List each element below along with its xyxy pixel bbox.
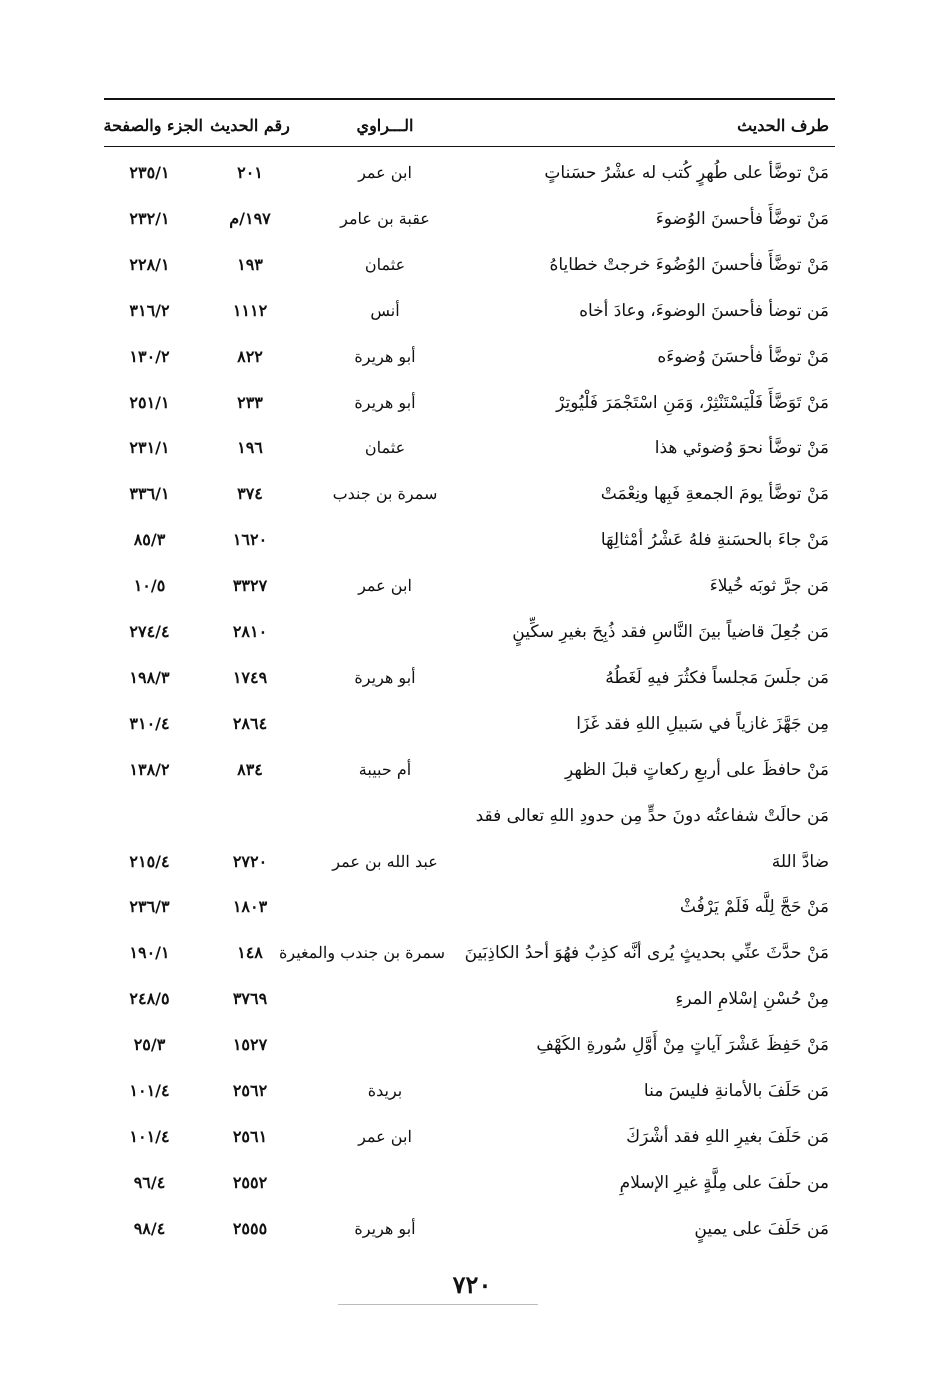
table-row [104,247,835,283]
narrator [325,1027,445,1063]
hadith-number: ٢٥٥٥ [232,1218,268,1238]
volume-page: ٢٢٨/١ [129,254,170,274]
hadith-number: ١١١٢ [232,300,268,320]
hadith-number: ٢٧٢٠ [232,851,268,871]
narrator: أم حبيبة [358,759,412,779]
table-row [104,1165,835,1201]
hadith-text: مَن حَلَفَ على يمينٍ [694,1218,829,1239]
hadith-number: ١٥٢٧ [232,1035,268,1055]
hadith-text: مَن حَلَفَ بالأمانةِ فليسَ منا [643,1081,829,1101]
volume-page [104,798,195,834]
bottom-rule [338,1304,538,1305]
hadith-number: ٣٣٢٧ [232,576,268,596]
volume-page: ١٣٠/٢ [129,346,170,366]
narrator [325,889,445,925]
top-rule [104,98,835,100]
table-row [104,522,835,558]
hadith-number: ٨٢٢ [237,346,263,366]
narrator: أبو هريرة [354,667,416,687]
hadith-text: مِن جَهَّزَ غازياً في سَبيلِ اللهِ فقد غَزَا [576,713,829,734]
hadith-number: ٨٣٤ [237,759,263,779]
hadith-text: مَن جُعِلَ قاضياً بينَ النَّاسِ فقد ذُبِحَ بغيرِ سكِّينٍ [512,622,829,642]
table-row [104,844,835,880]
hadith-number: ٢٥٥٢ [232,1172,268,1192]
hadith-number: ٢٨١٠ [232,622,268,641]
hadith-text: مَنْ توضَّأَ فأحسنَ الوُضُوءَ خرجتْ خطاياهُ [549,254,829,275]
volume-page: ٢٥١/١ [129,392,170,412]
hadith-text: مَن توضأ فأحسنَ الوضوءَ، وعادَ أخاه [579,300,829,321]
table-row [104,1119,835,1155]
volume-page: ٢٣١/١ [129,438,170,458]
volume-page: ١٠١/٤ [129,1126,170,1146]
volume-page: ٣١٠/٤ [129,713,170,733]
table-row [104,935,835,971]
narrator: عقبة بن عامر [340,208,430,228]
volume-page: ١٠/٥ [133,576,166,596]
volume-page: ٩٦/٤ [133,1172,166,1192]
table-row [104,660,835,696]
volume-page: ٢١٥/٤ [129,851,170,871]
table-row [104,201,835,237]
hadith-number: ٣٧٦٩ [232,989,268,1009]
volume-page: ١٣٨/٢ [129,759,170,779]
table-row [104,981,835,1017]
hadith-text: مَنْ حَفِظَ عَشْرَ آياتٍ مِنْ أَوَّلِ سُورةِ الكَهْفِ [536,1035,829,1056]
narrator: أنس [370,300,400,320]
hadith-text: مَنْ تَوَضَّأَ فَلْيَسْتَنْثِرْ، وَمَنِ اسْتَجْمَرَ فَلْيُوتِرْ [556,392,829,413]
hadith-number: ١٧٤٩ [232,667,268,687]
volume-page: ٨٥/٣ [133,530,166,550]
table-header [104,108,835,144]
hadith-text: مِنْ حُسْنِ إسْلامِ المرءِ [675,989,829,1010]
volume-page: ٢٣٢/١ [129,208,170,228]
narrator [325,614,445,650]
volume-page: ٢٣٥/١ [129,163,170,182]
narrator: أبو هريرة [354,346,416,366]
hadith-text: مَنْ توضَّأ على طُهرٍ كُتب له عشْرُ حسَناتٍ [544,163,829,183]
hadith-number: ١٦٢٠ [232,530,268,550]
volume-page: ٣١٦/٢ [129,300,170,320]
hadith-number: ١٤٨ [237,943,263,963]
narrator [325,1165,445,1201]
hadith-number: ١٩٣ [237,254,263,274]
narrator: ابن عمر [358,1126,412,1146]
hadith-number: ٢٣٣ [237,392,263,412]
hadith-text: مَن جرَّ ثوبَه خُيلاءَ [709,576,829,597]
header-volume-page: الجزء والصفحة [103,116,203,135]
narrator [325,706,445,742]
volume-page: ١٠١/٤ [129,1081,170,1100]
narrator: بريدة [367,1081,403,1100]
narrator: عبد الله بن عمر [332,851,438,871]
hadith-number: ٢٥٦١ [232,1126,268,1146]
page-number: ٧٢٠ [452,1270,492,1299]
table-row [104,752,835,788]
hadith-text: مَنْ حَجَّ لِلَّه فَلَمْ يَرْفُثْ [679,897,829,918]
hadith-text: مَنْ توضَّأ نحوَ وُضوئي هذا [654,438,829,459]
hadith-text: مَنْ توضَّأ فأحسَنَ وُضوءَه [657,346,829,367]
table-row [104,430,835,466]
hadith-number: ١٨٠٣ [232,897,268,917]
hadith-text: مَنْ حدَّثَ عنِّي بحديثٍ يُرى أنَّه كذِبٌ فهُوَ أحدُ الكاذِبَينَ [464,943,829,964]
hadith-text: ضادَّ اللهَ [771,851,829,872]
narrator [325,522,445,558]
hadith-text: مَنْ توضَّأ يومَ الجمعةِ فَبِها ونِعْمَتْ [600,484,829,505]
narrator: ابن عمر [358,163,412,182]
narrator: عثمان [364,254,406,274]
table-row [104,293,835,329]
hadith-number: ١٩٦ [237,438,263,458]
table-row [104,476,835,512]
hadith-text: مَنْ جاءَ بالحسَنةِ فلهُ عَشْرُ أمْثالِهَا [600,530,829,551]
hadith-text: مَنْ توضَّأَ فأحسنَ الوُضوءَ [655,208,829,229]
narrator: سمرة بن جندب [332,484,438,504]
volume-page: ٩٨/٤ [133,1218,166,1238]
table-row [104,385,835,421]
hadith-number: ٣٧٤ [237,484,263,504]
volume-page: ٢٤٨/٥ [129,989,170,1009]
header-narrator: الـــراوي [356,116,414,135]
narrator: عثمان [364,438,406,458]
table-row [104,155,835,191]
table-row [104,568,835,604]
hadith-number [205,798,295,834]
volume-page: ٢٧٤/٤ [129,622,170,641]
hadith-text: مَن حَلَفَ بغيرِ اللهِ فقد أشْرَكَ [626,1126,829,1147]
volume-page: ١٩٨/٣ [129,667,170,687]
hadith-number: ٢٥٦٢ [232,1081,268,1100]
header-hadith-number: رقم الحديث [210,116,290,135]
hadith-text: مَنْ حافظَ على أربعِ ركعاتٍ قبلَ الظهرِ [565,759,829,780]
volume-page: ٢٣٦/٣ [129,897,170,917]
narrator [325,981,445,1017]
narrator: أبو هريرة [354,392,416,412]
table-row [104,1073,835,1109]
header-rule [104,146,835,147]
hadith-number: ١٩٧/م [229,208,271,228]
table-row [104,706,835,742]
volume-page: ٢٥/٣ [133,1035,166,1055]
volume-page: ٣٣٦/١ [129,484,170,504]
table-row [104,339,835,375]
hadith-text: مَن حالَتْ شفاعتُه دونَ حدٍّ مِن حدودِ اللهِ تعالى فقد [475,805,829,826]
hadith-number: ٢٨٦٤ [232,713,268,733]
hadith-text: مَن جلَسَ مَجلساً فكثُرَ فيهِ لَغَطُهُ [605,667,829,688]
header-hadith-text: طرف الحديث [737,116,829,135]
table-row [104,889,835,925]
volume-page: ١٩٠/١ [129,943,170,963]
hadith-text: من حلَفَ على مِلَّةٍ غيرِ الإسلامِ [619,1172,829,1193]
narrator: ابن عمر [358,576,412,596]
narrator [325,798,445,834]
table-row [104,798,835,834]
narrator: سمرة بن جندب والمغيرة [279,943,445,963]
narrator: أبو هريرة [354,1218,416,1238]
table-row [104,1027,835,1063]
table-row [104,1211,835,1247]
table-row [104,614,835,650]
hadith-number: ٢٠١ [237,163,263,182]
